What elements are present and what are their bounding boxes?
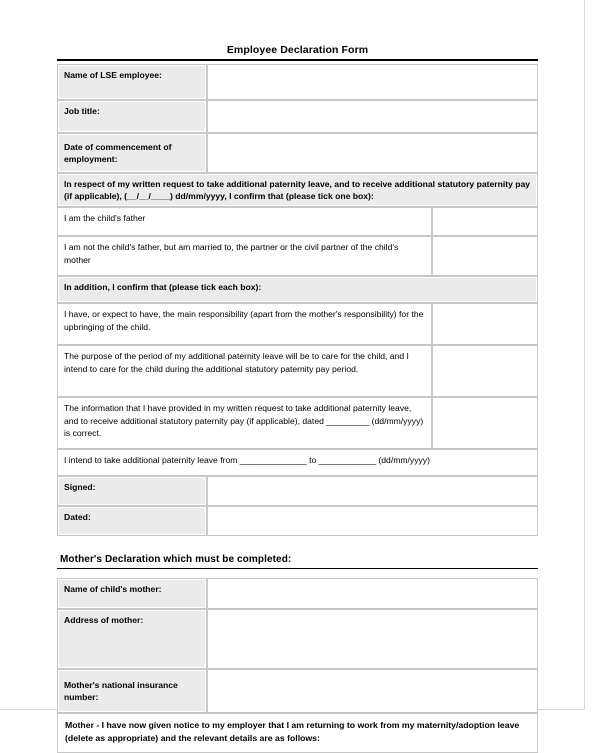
mother-declaration-table (57, 578, 538, 753)
field-input-signed[interactable] (207, 476, 538, 506)
table-row (57, 173, 538, 207)
section-spacer (57, 536, 538, 554)
statement-information-correct: The information that I have provided in my written request to take additional paternity leave, and to receive additional statutory paternity pay (if applicable), dated _________ (dd/mm/yyyy) is correct. (57, 397, 432, 449)
tickbox-purpose-of-leave[interactable] (432, 345, 538, 397)
table-row (57, 64, 538, 100)
statement-not-child-father: I am not the child's father, but am married to, the partner or the civil partner of the child's mother (57, 236, 432, 276)
tickbox-child-father[interactable] (432, 207, 538, 236)
tickbox-information-correct[interactable] (432, 397, 538, 449)
statement-intended-leave-dates[interactable]: I intend to take additional paternity leave from ______________ to ____________ (dd/mm/yyyy) (57, 449, 538, 476)
table-row (57, 476, 538, 506)
table-row (57, 449, 538, 476)
table-row (57, 236, 538, 276)
field-label-dated: Dated: (57, 506, 207, 536)
statement-mother-returning-notice: Mother - I have now given notice to my employer that I am returning to work from my maternity/adoption leave (delete as appropriate) and the relevant details are as follows: (57, 713, 538, 753)
tickbox-not-child-father[interactable] (432, 236, 538, 276)
field-input-name-of-lse-employee[interactable] (207, 64, 538, 100)
mother-declaration-heading: Mother's Declaration which must be completed: (57, 554, 538, 569)
field-label-name-of-childs-mother: Name of child's mother: (57, 578, 207, 609)
field-input-job-title[interactable] (207, 100, 538, 133)
field-input-name-of-childs-mother[interactable] (207, 578, 538, 609)
statement-main-responsibility: I have, or expect to have, the main responsibility (apart from the mother's responsibility) for the upbringing of the child. (57, 303, 432, 345)
field-label-mothers-ni-number: Mother's national insurance number: (57, 669, 207, 713)
declaration-band-tick-one: In respect of my written request to take additional paternity leave, and to receive additional statutory paternity pay (if applicable), (__/__/____) dd/mm/yyyy, I confirm that (please tick one box): (57, 173, 538, 207)
page-title: Employee Declaration Form (57, 44, 538, 61)
table-row (57, 669, 538, 713)
field-input-dated[interactable] (207, 506, 538, 536)
field-input-address-of-mother[interactable] (207, 609, 538, 669)
table-row (57, 506, 538, 536)
table-row (57, 276, 538, 303)
declaration-band-tick-each: In addition, I confirm that (please tick each box): (57, 276, 538, 303)
field-input-mothers-ni-number[interactable] (207, 669, 538, 713)
table-row (57, 345, 538, 397)
table-row (57, 713, 538, 753)
field-input-date-of-commencement[interactable] (207, 133, 538, 173)
tickbox-main-responsibility[interactable] (432, 303, 538, 345)
statement-child-father: I am the child's father (57, 207, 432, 236)
table-row (57, 100, 538, 133)
employee-declaration-table (57, 64, 538, 536)
table-row (57, 207, 538, 236)
field-label-name-of-lse-employee: Name of LSE employee: (57, 64, 207, 100)
field-label-address-of-mother: Address of mother: (57, 609, 207, 669)
field-label-job-title: Job title: (57, 100, 207, 133)
field-label-signed: Signed: (57, 476, 207, 506)
statement-purpose-of-leave: The purpose of the period of my additional paternity leave will be to care for the child, and I intend to care for the child during the additional statutory paternity pay period. (57, 345, 432, 397)
table-row (57, 133, 538, 173)
field-label-date-of-commencement: Date of commencement of employment: (57, 133, 207, 173)
table-row (57, 397, 538, 449)
form-sheet (57, 44, 538, 753)
table-row (57, 578, 538, 609)
table-row (57, 303, 538, 345)
table-row (57, 609, 538, 669)
